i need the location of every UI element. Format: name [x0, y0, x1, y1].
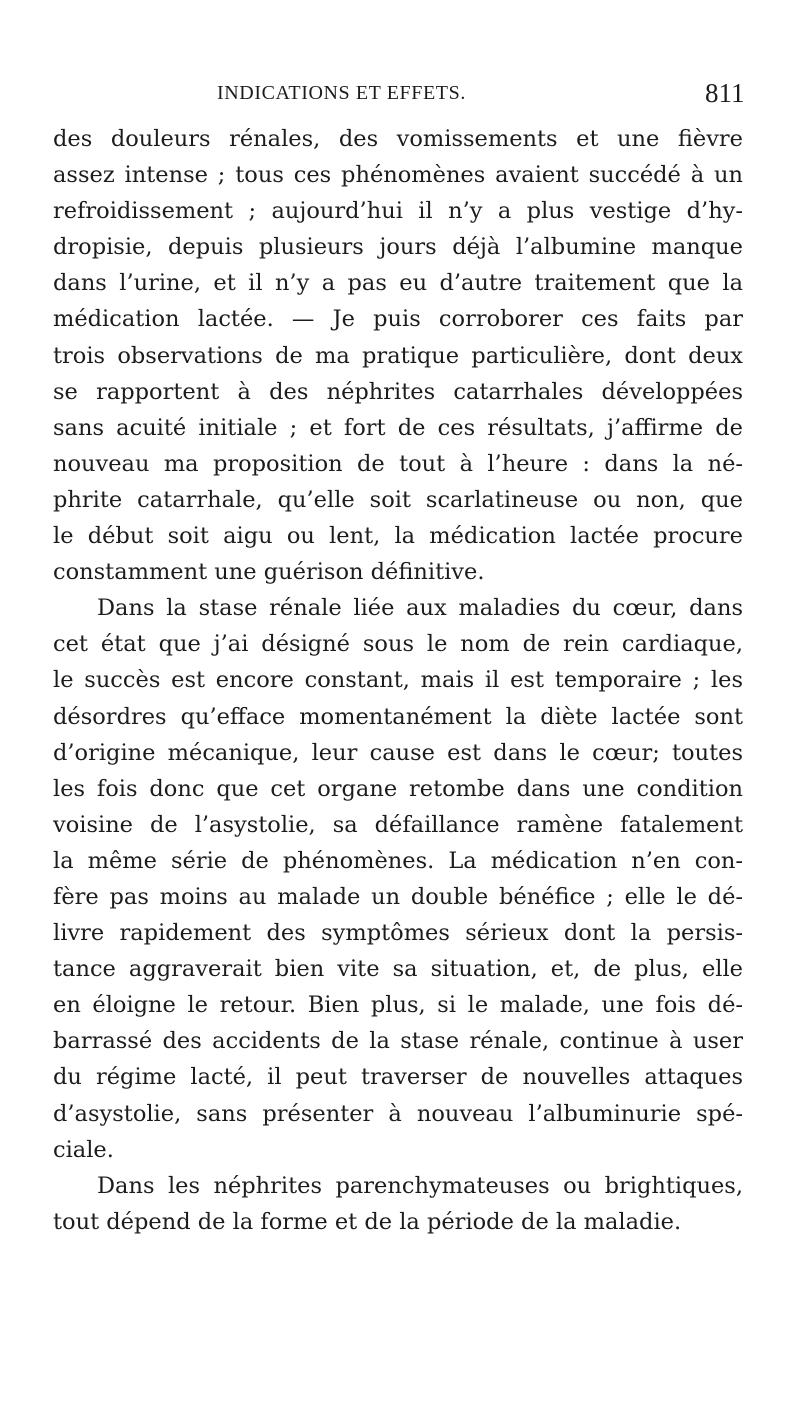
text-line: voisine de l’asystolie, sa défaillance ramène fatalement: [53, 811, 743, 838]
text-line: la même série de phénomènes. La médication n’en con-: [53, 847, 743, 874]
text-line: barrassé des accidents de la stase rénale, continue à user: [53, 1028, 743, 1055]
text-line: [53, 590, 743, 626]
text-line: ciale.: [53, 1136, 114, 1163]
text-line: d’origine mécanique, leur cause est dans le cœur; toutes: [53, 739, 743, 766]
text-line: fère pas moins au malade un double bénéfice ; elle le dé-: [53, 883, 743, 910]
text-run: Dans la: [97, 595, 199, 622]
text-line: des douleurs rénales, des vomissements et une fièvre: [53, 126, 743, 152]
text-line: le début soit aigu ou lent, la médication lactée procure: [53, 523, 743, 550]
text-line: cet état que j’ai désigné sous le nom de rein cardiaque,: [53, 631, 743, 658]
text-line: se rapportent à des néphrites catarrhales développées: [53, 378, 743, 405]
text-run: liée aux maladies du cœur, dans: [341, 595, 743, 622]
text-line: tance aggraverait bien vite sa situation, et, de plus, elle: [53, 956, 743, 983]
text-line: trois observations de ma pratique particulière, dont deux: [53, 342, 743, 369]
text-line: en éloigne le retour. Bien plus, si le malade, une fois dé-: [53, 992, 743, 1019]
text-run: Dans les: [97, 1172, 214, 1199]
body-text: [53, 121, 743, 1240]
text-line: dans l’urine, et il n’y a pas eu d’autre traitement que la: [53, 270, 743, 297]
text-line: assez intense ; tous ces phénomènes avaient succédé à un: [53, 162, 743, 189]
text-line: constamment une guérison définitive.: [53, 559, 485, 586]
italic-term: néphrites parenchymateuses ou brightiques: [213, 1172, 736, 1199]
text-line: livre rapidement des symptômes sérieux dont la persis-: [53, 920, 743, 947]
text-line: d’asystolie, sans présenter à nouveau l’albuminurie spé-: [53, 1100, 743, 1127]
text-line: désordres qu’efface momentanément la diète lactée sont: [53, 703, 743, 730]
italic-term: stase rénale: [198, 595, 342, 622]
text-line: phrite catarrhale, qu’elle soit scarlatineuse ou non, que: [53, 486, 743, 513]
page-number: 811: [705, 78, 745, 108]
text-line: les fois donc que cet organe retombe dans une condition: [53, 775, 743, 802]
text-line: tout dépend de la forme et de la période de la maladie.: [53, 1208, 682, 1235]
text-line: nouveau ma proposition de tout à l’heure : dans la né-: [53, 450, 743, 477]
text-run: ,: [735, 1172, 744, 1199]
text-line: [53, 1168, 743, 1204]
page-header: [0, 78, 800, 118]
text-line: du régime lacté, il peut traverser de nouvelles attaques: [53, 1064, 743, 1091]
text-line: refroidissement ; aujourd’hui il n’y a plus vestige d’hy-: [53, 198, 743, 225]
text-line: dropisie, depuis plusieurs jours déjà l’albumine manque: [53, 234, 743, 261]
running-title: INDICATIONS ET EFFETS.: [217, 82, 466, 104]
text-line: médication lactée. — Je puis corroborer ces faits par: [53, 306, 743, 333]
text-line: le succès est encore constant, mais il est temporaire ; les: [53, 667, 743, 694]
text-line: sans acuité initiale ; et fort de ces résultats, j’affirme de: [53, 414, 743, 441]
